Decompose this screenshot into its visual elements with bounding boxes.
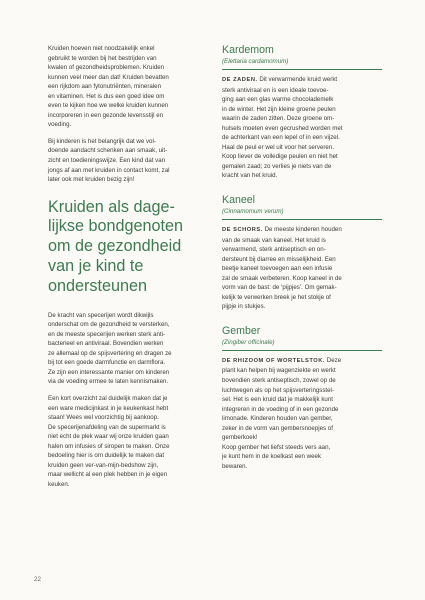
text-line: De specerijenafdeling van de supermarkt is [48,423,166,431]
herb-latin-name: (Cinnamomum verum) [222,207,382,220]
spices-paragraph [48,311,211,387]
left-column [48,44,211,496]
text-line: kruiden geen ver-van-mijn-bedshow zijn, [48,461,159,469]
text-line: Een kort overzicht zal duidelijk maken dat je [48,395,168,403]
text-line: via de voeding ermee te laten kennismaken. [48,378,169,386]
text-line: van je kind te [48,257,144,276]
section-heading [48,198,211,297]
text-line: zeker in de vorm van gembersnoepjes of [222,424,333,432]
text-line: limonade. Kinderen houden van gember, [222,415,333,423]
children-paragraph [48,137,211,185]
text-line: bij tot een goede darmfunctie en darmflora. [48,359,166,367]
text-line: maar wellicht al een plek hebben in je eigen [48,471,168,479]
text-line: sel. Het is een kruid dat je makkelijk kunt [222,396,333,404]
text-line: Kruiden als dage- [48,197,175,216]
text-line: pijpje in stukjes. [222,303,266,311]
herb-latin-name: (Elettaria cardamomum) [222,57,382,70]
text-line: voeding. [48,121,72,129]
text-line: kunnen veel meer dan dat! Kruiden bevatten [48,73,169,81]
text-line: DE RHIZOOM OF WORTELSTOK. Deze [222,356,342,364]
text-line: integreren in de voeding of in een gezonde [222,405,339,413]
text-line: DE SCHORS. De meeste kinderen houden [222,226,342,234]
text-line: je kunt hem in de koelkast een week [222,453,321,461]
herb-name: Kardemom [222,44,274,56]
text-line: luchtwegen als op het spijsverteringsstel- [222,386,334,394]
text-line: Koop gember het liefst steeds vers aan, [222,443,331,451]
text-line: bewaren. [222,462,248,470]
text-line: om de gezondheid [48,237,182,256]
herb-description [222,75,382,181]
right-column [222,44,382,485]
text-line: een rijkdom aan fytonutriënten, mineralen [48,83,161,91]
text-line: doende aandacht schenken aan smaak, uit- [48,147,168,155]
text-line: De kracht van specerijen wordt dikwijls [48,311,154,319]
herb-name: Gember [222,324,261,337]
text-line: zal de smaak verbeteren. Koop kaneel in de [222,274,342,282]
text-line: dersteunt bij diarree en misselijkheid. Een [222,255,336,263]
text-line: gebruikt te worden bij het bestrijden van [48,54,157,62]
text-line: gemalen zaad; zo verlies je niets van de [222,162,332,170]
herb-part-label: DE ZADEN. [222,77,258,83]
herb-name: Kaneel [222,194,255,207]
text-line: in de winter. Het zijn kleine groene peulen [222,105,336,113]
page-number: 22 [34,576,41,583]
herb-entry-kardemom [222,44,382,181]
text-line: onderschat om de gezondheid te versterken, [48,321,170,329]
text-line: niet echt de plek waar wij onze kruiden gaan [48,433,169,441]
text-line: kwalen of gezondheidsproblemen. Kruiden [48,64,165,72]
text-line: jongs af aan met kruiden in contact komt, zal [48,166,170,174]
text-line: even te kijken hoe we welke kruiden kunnen [48,102,169,110]
text-line: kelijk te verwerken breek je het stokje of [222,293,331,301]
intro-paragraph [48,44,211,130]
herb-description [222,225,382,312]
herb-entry-gember [222,325,382,472]
text-line: later ook met kruiden bezig zijn! [48,176,135,184]
herb-latin-name: (Zingiber officinale) [222,338,382,351]
text-line: plant kan helpen bij wagenziekte en werkt [222,367,336,375]
text-line: verwarmend, sterk antiseptisch en on- [222,246,326,254]
herb-part-label: DE SCHORS. [222,227,263,234]
text-line: lijkse bondgenoten [48,217,184,236]
text-line: en vitaminen. Het is dus een goed idee om [48,92,165,100]
text-line: halen om infusies of siropen te maken. Onze [48,442,170,450]
herb-description [222,356,382,472]
text-line: de achterkant van een lepel of in een vijzel. [222,134,340,142]
text-line: ze allemaal op de spijsvertering en dragen ze [48,349,172,357]
text-line: beetje kaneel toevoegen aan een infusie [222,265,333,273]
text-line: bedoeling hier is om duidelijk te maken dat [48,452,165,460]
herb-part-label: DE RHIZOOM OF WORTELSTOK. [222,357,326,364]
text-line: Bij kinderen is het belangrijk dat we vol- [48,137,156,145]
text-line: Ze zijn een interessante manier om kinderen [48,368,170,376]
text-line: ondersteunen [48,276,148,295]
text-line: Haal de peul er wel uit voor het serveren. [222,143,334,151]
herb-entry-kaneel [222,194,382,312]
text-line: bacterieel en antiviraal. Bovendien werken [48,340,164,348]
text-line: bovendien sterk antiseptisch, zowel op de [222,377,336,385]
text-line: Kruiden hoeven niet noodzakelijk enkel [48,45,155,52]
text-line: en de meeste specerijen werken sterk anti- [48,330,166,338]
text-line: staan! Wees wel voorzichtig bij aankoop. [48,414,159,422]
text-line: ging aan een glas warme chocolademelk [222,96,334,104]
text-line: DE ZADEN. Dit verwarmende kruid werkt [222,76,338,83]
text-line: sterk antiviraal en is een ideale toevoe- [222,86,329,94]
text-line: kracht van het kruid. [222,172,278,180]
text-line: vorm van de bast: de ‘pijpjes’. Om gemak- [222,284,337,292]
text-line: van de smaak van kaneel. Het kruid is [222,236,326,244]
text-line: zicht en toedieningswijze. Een kind dat van [48,157,166,165]
overview-paragraph [48,394,211,489]
text-line: Koop liever de volledige peulen en niet het [222,153,338,161]
text-line: waarin de zaden zitten. Deze groene om- [222,115,335,123]
text-line: keuken. [48,480,70,488]
text-line: een ware medicijnkast in je keukenkast hebt [48,404,169,412]
text-line: gemberkoek! [222,434,258,442]
text-line: incorporeren in een gezonde levensstijl en [48,111,164,119]
text-line: hulsels moeten even gecrushed worden met [222,124,343,132]
